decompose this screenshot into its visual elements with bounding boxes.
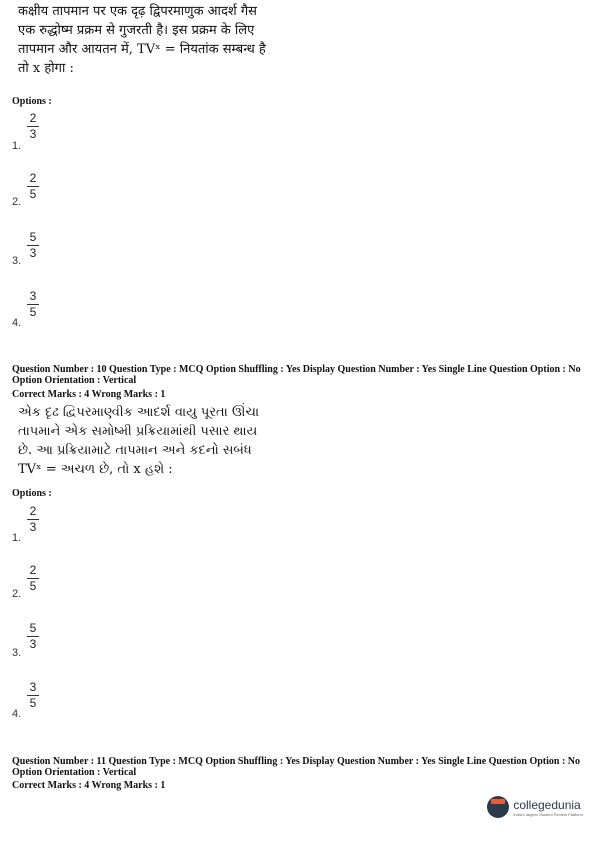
fraction: 2 5 bbox=[26, 172, 40, 201]
collegedunia-logo bbox=[487, 796, 583, 818]
option-number: 2. bbox=[12, 196, 22, 208]
fraction: 5 3 bbox=[26, 622, 40, 651]
fraction: 2 3 bbox=[26, 112, 40, 141]
question-11-marks: Correct Marks : 4 Wrong Marks : 1 bbox=[12, 780, 166, 791]
logo-tagline: India's largest Student Review Platform bbox=[513, 811, 583, 817]
option-number: 4. bbox=[12, 317, 22, 329]
question-10-meta: Question Number : 10 Question Type : MCQ Option Shuffling : Yes Display Question Number : Yes Single Line Question Option : No Option Orientation : Vertical bbox=[12, 364, 581, 386]
option-number: 3. bbox=[12, 647, 22, 659]
fraction: 3 5 bbox=[26, 290, 40, 319]
fraction: 2 3 bbox=[26, 505, 40, 534]
logo-name: collegedunia bbox=[513, 797, 581, 812]
question-11-meta: Question Number : 11 Question Type : MCQ Option Shuffling : Yes Display Question Number : Yes Single Line Question Option : No Option Orientation : Vertical bbox=[12, 756, 581, 778]
graduation-cap-icon bbox=[487, 796, 509, 818]
fraction: 2 5 bbox=[26, 564, 40, 593]
options-label-q10: Options : bbox=[12, 488, 52, 499]
fraction: 3 5 bbox=[26, 681, 40, 710]
option-number: 1. bbox=[12, 532, 22, 544]
question-10-marks: Correct Marks : 4 Wrong Marks : 1 bbox=[12, 389, 166, 400]
option-number: 2. bbox=[12, 588, 22, 600]
question-9-text: कक्षीय तापमान पर एक दृढ़ द्विपरमाणुक आदर्श गैस एक रुद्धोष्म प्रक्रम से गुजरती है। इस प्रक्रम के लिए तापमान और आयतन में, TVˣ = नियतांक सम्बन्ध है तो x होगा : bbox=[18, 4, 266, 76]
fraction: 5 3 bbox=[26, 231, 40, 260]
option-number: 4. bbox=[12, 708, 22, 720]
option-number: 1. bbox=[12, 140, 22, 152]
options-label-q9: Options : bbox=[12, 96, 52, 107]
option-number: 3. bbox=[12, 255, 22, 267]
question-10-text: એક દૃઢ દ્વિપરમાણ્વીક આદર્શ વાયુ પૂરતા ઊંચા તાપમાને એક સમોષ્મી પ્રક્રિયામાંથી પસાર થાય છે. આ પ્રક્રિયામાટે તાપમાન અને કદનો સબંધ TVˣ = અચળ છે, તો x હશે : bbox=[18, 405, 260, 477]
